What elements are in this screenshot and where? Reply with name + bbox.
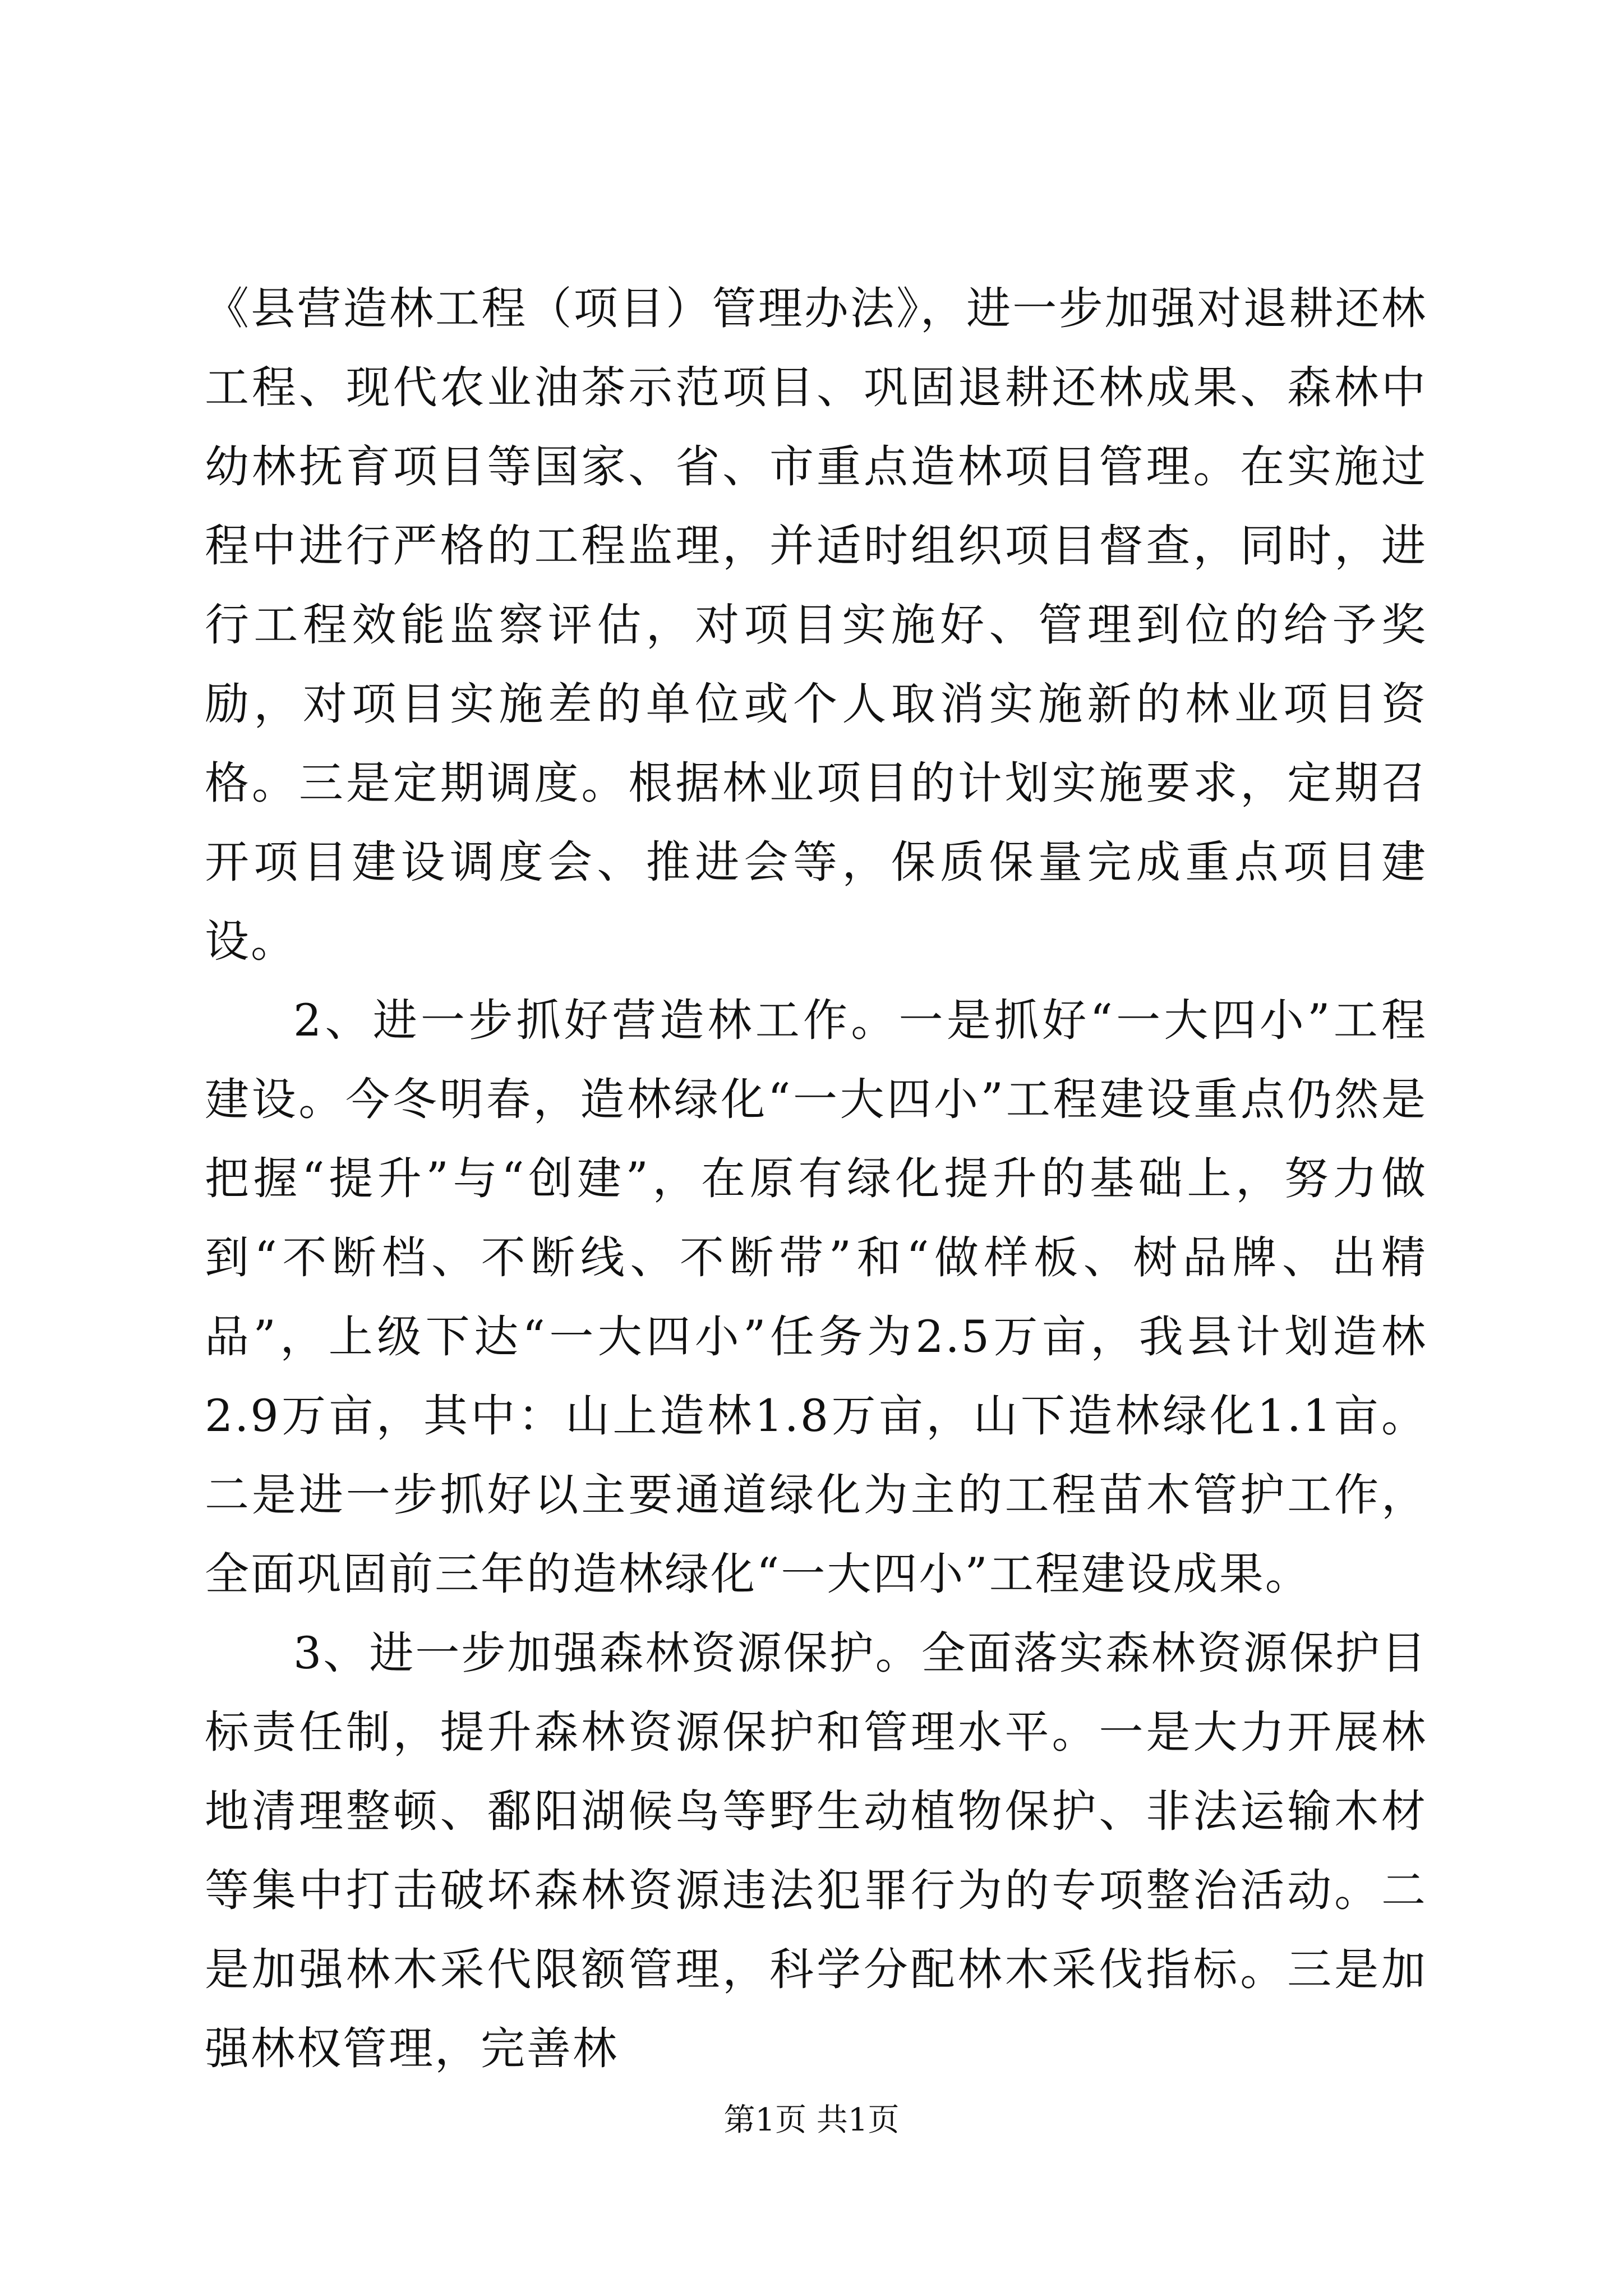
- paragraph-afforestation: 2、进一步抓好营造林工作。一是抓好“一大四小”工程建设。今冬明春，造林绿化“一大四小”工程建设重点仍然是把握“提升”与“创建”，在原有绿化提升的基础上，努力做到“不断档、不断线、不断带”和“做样板、树品牌、出精品”，上级下达“一大四小”任务为2.5万亩，我县计划造林2.9万亩，其中：山上造林1.8万亩，山下造林绿化1.1亩。二是进一步抓好以主要通道绿化为主的工程苗木管护工作，全面巩固前三年的造林绿化“一大四小”工程建设成果。: [205, 995, 1427, 1600]
- page-footer: 第1页 共1页: [723, 2102, 900, 2138]
- document-body: [205, 269, 1427, 2088]
- paragraph-continuation: 《县营造林工程（项目）管理办法》，进一步加强对退耕还林工程、现代农业油茶示范项目、巩固退耕还林成果、森林中幼林抚育项目等国家、省、市重点造林项目管理。在实施过程中进行严格的工程监理，并适时组织项目督查，同时，进行工程效能监察评估，对项目实施好、管理到位的给予奖励，对项目实施差的单位或个人取消实施新的林业项目资格。三是定期调度。根据林业项目的计划实施要求，定期召开项目建设调度会、推进会等，保质保量完成重点项目建设。: [205, 283, 1427, 967]
- paragraph-forest-protection: 3、进一步加强森林资源保护。全面落实森林资源保护目标责任制，提升森林资源保护和管理水平。一是大力开展林地清理整顿、鄱阳湖候鸟等野生动植物保护、非法运输木材等集中打击破坏森林资源违法犯罪行为的专项整治活动。二是加强林木采代限额管理，科学分配林木采伐指标。三是加强林权管理，完善林: [205, 1627, 1427, 2074]
